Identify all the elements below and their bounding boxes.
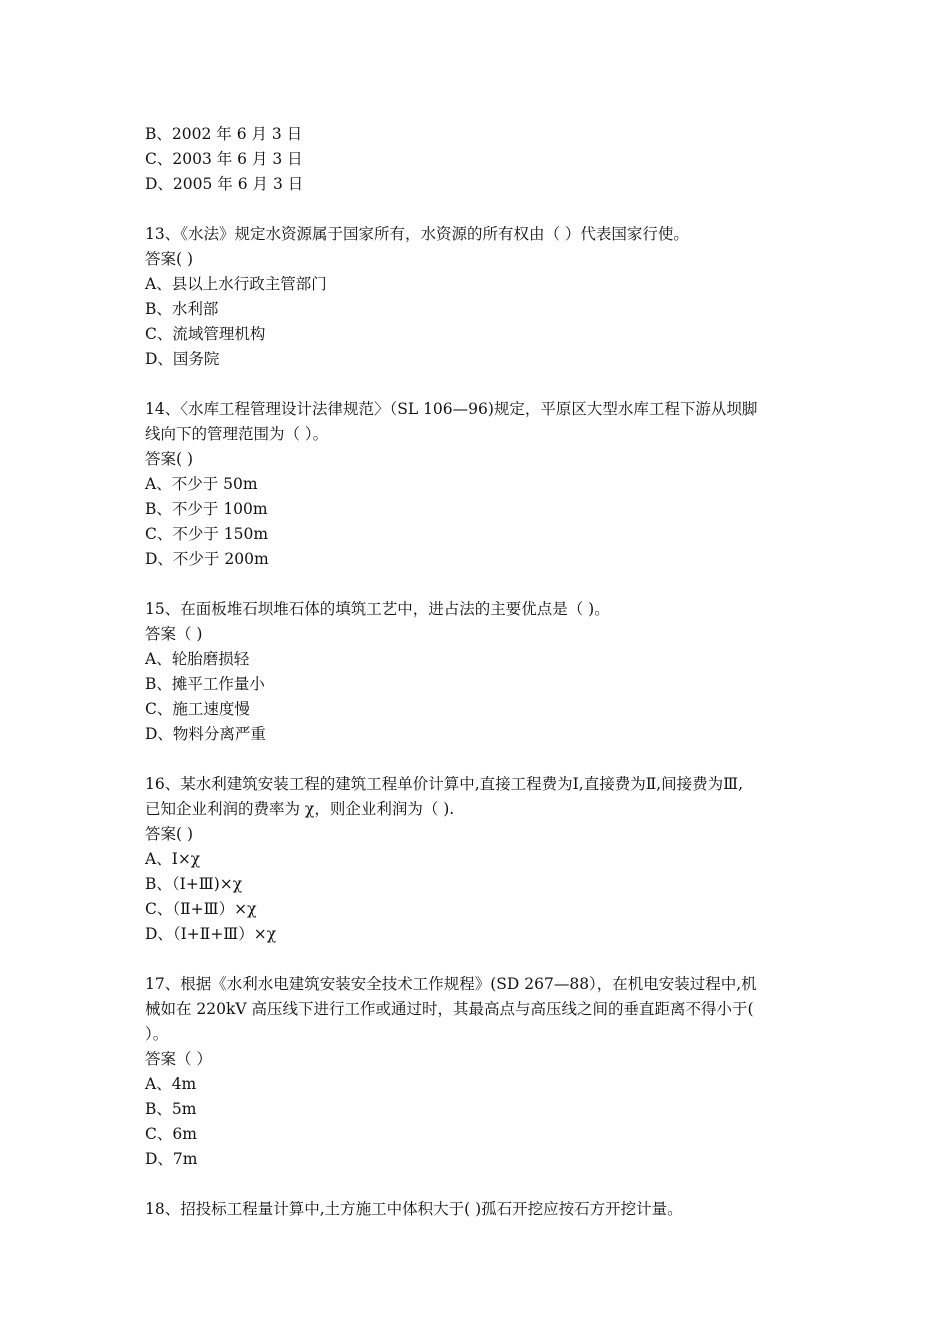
question-title: 18、招投标工程量计算中,土方施工中体积大于( )孤石开挖应按石方开挖计量。 xyxy=(145,1200,683,1218)
option-a: A、县以上水行政主管部门 xyxy=(145,275,327,293)
option-b: B、不少于 100m xyxy=(145,500,268,518)
question-title-line-3: ）。 xyxy=(145,1025,169,1043)
question-title-line-1: 14、〈水库工程管理设计法律规范〉（SL 106—96)规定，平原区大型水库工程下游从坝脚 xyxy=(145,400,758,418)
answer-line: 答案( ) xyxy=(145,825,194,843)
option-d: D、2005 年 6 月 3 日 xyxy=(145,175,304,193)
option-a: A、不少于 50m xyxy=(145,475,258,493)
question-title-line-1: 16、某水利建筑安装工程的建筑工程单价计算中,直接工程费为Ⅰ,直接费为Ⅱ,间接费为Ⅲ, xyxy=(145,775,744,793)
question-list xyxy=(145,122,817,1222)
option-c: C、流域管理机构 xyxy=(145,325,266,343)
answer-line: 答案（ ) xyxy=(145,625,203,643)
question-13 xyxy=(145,222,817,372)
question-title: 13、《水法》规定水资源属于国家所有，水资源的所有权由（ ）代表国家行使。 xyxy=(145,225,689,243)
option-c: C、施工速度慢 xyxy=(145,700,250,718)
option-b: B、水利部 xyxy=(145,300,219,318)
question-12-tail xyxy=(145,122,817,197)
option-c: C、（Ⅱ+Ⅲ）×χ xyxy=(145,900,257,918)
option-d: D、7m xyxy=(145,1150,198,1168)
option-a: A、4m xyxy=(145,1075,197,1093)
question-title-line-2: 已知企业利润的费率为 χ，则企业利润为（ ). xyxy=(145,800,455,818)
question-17 xyxy=(145,972,817,1172)
option-c: C、不少于 150m xyxy=(145,525,269,543)
answer-line: 答案（ ） xyxy=(145,1050,212,1068)
answer-line: 答案( ) xyxy=(145,450,194,468)
question-title: 15、在面板堆石坝堆石体的填筑工艺中，进占法的主要优点是（ )。 xyxy=(145,600,610,618)
question-15 xyxy=(145,597,817,747)
option-d: D、不少于 200m xyxy=(145,550,269,568)
option-b: B、5m xyxy=(145,1100,197,1118)
option-b: B、摊平工作量小 xyxy=(145,675,265,693)
option-a: A、轮胎磨损轻 xyxy=(145,650,250,668)
option-d: D、物料分离严重 xyxy=(145,725,266,743)
question-16 xyxy=(145,772,817,947)
option-a: A、Ⅰ×χ xyxy=(145,850,201,868)
option-b: B、（Ⅰ+Ⅲ)×χ xyxy=(145,875,243,893)
option-d: D、（Ⅰ+Ⅱ+Ⅲ）×χ xyxy=(145,925,277,943)
option-d: D、国务院 xyxy=(145,350,220,368)
answer-line: 答案( ) xyxy=(145,250,194,268)
option-b: B、2002 年 6 月 3 日 xyxy=(145,125,303,143)
question-title-line-2: 线向下的管理范围为（ ）。 xyxy=(145,425,329,443)
option-c: C、6m xyxy=(145,1125,197,1143)
option-c: C、2003 年 6 月 3 日 xyxy=(145,150,303,168)
question-title-line-2: 械如在 220kV 高压线下进行工作或通过时，其最高点与高压线之间的垂直距离不得小于( xyxy=(145,1000,754,1018)
question-14 xyxy=(145,397,817,572)
question-title-line-1: 17、根据《水利水电建筑安装安全技术工作规程》(SD 267—88），在机电安装过程中,机 xyxy=(145,975,757,993)
question-18 xyxy=(145,1197,817,1222)
